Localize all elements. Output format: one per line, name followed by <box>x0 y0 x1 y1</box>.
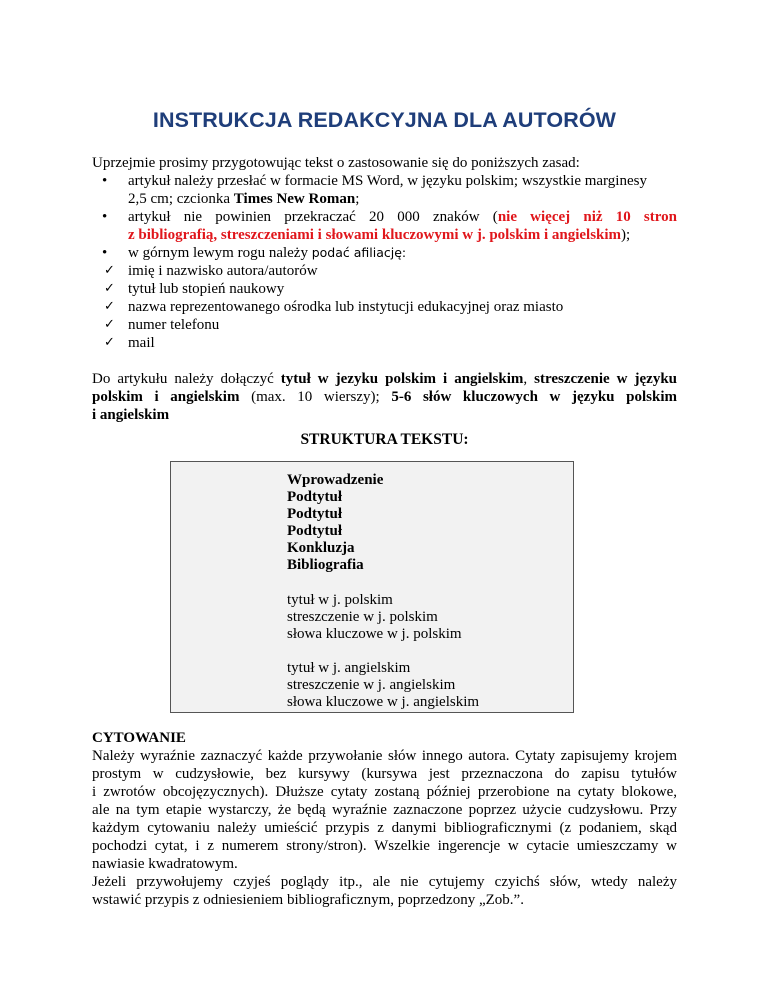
citation-line: nawiasie kwadratowym. <box>92 856 238 872</box>
structure-section: Konkluzja <box>287 540 355 556</box>
citation-line: Jeżeli przywołujemy czyjeś poglądy itp., ale nie cytujemy czyichś słów, wtedy należy <box>92 874 677 890</box>
bullet-icon: • <box>102 245 108 261</box>
structure-section: Bibliografia <box>287 557 364 573</box>
checkmark-icon: ✓ <box>104 317 115 332</box>
structure-box <box>170 461 574 713</box>
attach-paragraph-line: polskim i angielskim (max. 10 wierszy); 5-6 słów kluczowych w języku polskim <box>92 389 677 405</box>
structure-section: Wprowadzenie <box>287 472 384 488</box>
structure-section: Podtytuł <box>287 506 343 522</box>
attach-paragraph-line: Do artykułu należy dołączyć tytuł w jezyku polskim i angielskim, streszczenie w języku <box>92 371 677 387</box>
citation-line: prostym w cudzysłowie, bez kursywy (kursywa jest przeznaczona do zapisu tytułów <box>92 766 677 782</box>
bullet-icon: • <box>102 209 108 225</box>
structure-polish-item: streszczenie w j. polskim <box>287 609 438 625</box>
intro-text: Uprzejmie prosimy przygotowując tekst o zastosowanie się do poniższych zasad: <box>92 155 580 171</box>
structure-english-item: streszczenie w j. angielskim <box>287 677 456 693</box>
structure-english-item: tytuł w j. angielskim <box>287 660 411 676</box>
structure-english-item: słowa kluczowe w j. angielskim <box>287 694 480 710</box>
checkmark-icon: ✓ <box>104 263 115 278</box>
citation-line: i zwrotów obcojęzycznych). Dłuższe cytaty zostaną później przerobione na cytaty blokowe, <box>92 784 677 800</box>
checkmark-icon: ✓ <box>104 335 115 350</box>
citation-line: pochodzi cytat, i z numerem strony/stron). Wszelkie ingerencje w cytacie umieszczamy w <box>92 838 677 854</box>
citation-line: każdym cytowaniu należy umieścić przypis z danymi bibliograficznymi (z podaniem, skąd <box>92 820 677 836</box>
structure-section: Podtytuł <box>287 489 343 505</box>
bullet-item-format-cont: 2,5 cm; czcionka Times New Roman; <box>128 191 360 207</box>
structure-section: Podtytuł <box>287 523 343 539</box>
structure-polish-item: słowa kluczowe w j. polskim <box>287 626 462 642</box>
citation-heading: CYTOWANIE <box>92 730 186 746</box>
bullet-item-length-cont: z bibliografią, streszczeniami i słowami kluczowymi w j. polskim i angielskim); <box>128 227 631 243</box>
bullet-icon: • <box>102 173 108 189</box>
citation-line: Należy wyraźnie zaznaczyć każde przywołanie słów innego autora. Cytaty zapisujemy krojem <box>92 748 677 764</box>
structure-polish-item: tytuł w j. polskim <box>287 592 393 608</box>
attach-paragraph-line: i angielskim <box>92 407 170 423</box>
structure-heading: STRUKTURA TEKSTU: <box>300 431 469 448</box>
citation-line: ale na tym etapie wystarczy, że będą wyraźnie zaznaczone poprzez użycie cudzysłowu. Przy <box>92 802 677 818</box>
checkmark-icon: ✓ <box>104 299 115 314</box>
page-title: INSTRUKCJA REDAKCYJNA DLA AUTORÓW <box>152 108 617 132</box>
citation-line: wstawić przypis z odniesieniem bibliograficznym, poprzedzony „Zob.”. <box>92 892 524 908</box>
checkmark-icon: ✓ <box>104 281 115 296</box>
